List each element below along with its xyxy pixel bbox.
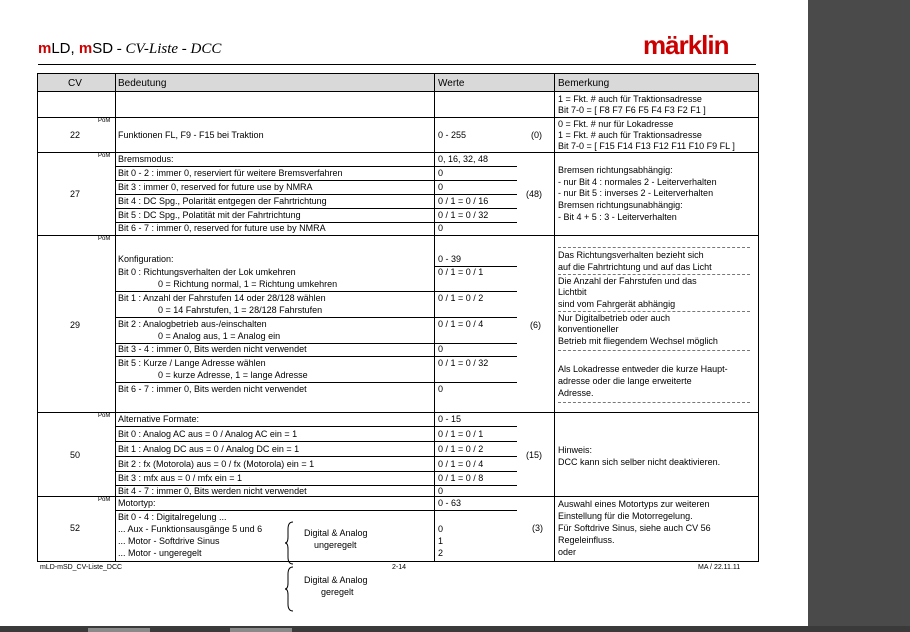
row-divider xyxy=(38,117,758,118)
brace-icon xyxy=(285,521,297,613)
bit-value: 0 xyxy=(438,168,444,178)
bit-description: ... Motor - Softdrive Sinus xyxy=(118,536,220,546)
cv-default: (48) xyxy=(526,189,543,199)
header-werte: Werte xyxy=(438,78,465,89)
remark-line: Für Softdrive Sinus, siehe auch CV 56 xyxy=(558,523,711,533)
viewer-background xyxy=(808,0,910,632)
bit-value: 0 / 1 = 0 / 4 xyxy=(438,319,484,329)
cv-number: 50 xyxy=(70,450,81,460)
remark-line: Hinweis: xyxy=(558,445,593,455)
bit-value: 0 / 1 = 0 / 32 xyxy=(438,358,489,368)
bit-description: Bit 0 : Analog AC aus = 0 / Analog AC ein = 1 xyxy=(118,429,298,439)
remark-line: oder xyxy=(558,547,577,557)
cv-default: (3) xyxy=(532,523,543,533)
bit-value: 0 - 63 xyxy=(438,498,462,508)
cv-default: (0) xyxy=(531,130,542,140)
bit-description: Bit 2 : fx (Motorola) aus = 0 / fx (Motorola) ein = 1 xyxy=(118,459,315,469)
footer-filename: mLD-mSD_CV-Liste_DCC xyxy=(40,564,123,571)
bit-description: Bit 6 - 7 : immer 0, reserved for future use by NMRA xyxy=(118,223,326,233)
bit-value: 0 / 1 = 0 / 4 xyxy=(438,459,484,469)
remark-line: Auswahl eines Motortyps zur weiteren xyxy=(558,499,710,509)
remark-line: Bit 7-0 = [ F15 F14 F13 F12 F11 F10 F9 FL ] xyxy=(558,141,735,151)
bit-description: ... Aux - Funktionsausgänge 5 und 6 xyxy=(118,524,263,534)
bit-description: 0 = kurze Adresse, 1 = lange Adresse xyxy=(158,370,308,380)
remark-line: Einstellung für die Motorregelung. xyxy=(558,511,693,521)
bit-description: Bit 3 - 4 : immer 0, Bits werden nicht verwendet xyxy=(118,344,307,354)
bit-description: 0 = Analog aus, 1 = Analog ein xyxy=(158,331,281,341)
pom-label: PoM xyxy=(98,153,111,159)
remark-line: Die Anzahl der Fahrstufen und das xyxy=(558,276,697,286)
pom-label: PoM xyxy=(98,413,111,419)
remark-line: Regeleinfluss. xyxy=(558,535,615,545)
remark-line: 0 = Fkt. # nur für Lokadresse xyxy=(558,119,674,129)
row-divider xyxy=(38,412,758,413)
header-bedeutung: Bedeutung xyxy=(118,78,167,89)
remark-line: Lichtbit xyxy=(558,287,587,297)
cv-number: 22 xyxy=(70,130,81,140)
bit-value: 1 xyxy=(438,536,444,546)
remark-line: Das Richtungsverhalten bezieht sich xyxy=(558,250,704,260)
remark-line: - nur Bit 5 : inverses 2 - Leiterverhalten xyxy=(558,188,714,198)
bit-value: 0 xyxy=(438,344,444,354)
bit-value: 0 / 1 = 0 / 1 xyxy=(438,429,484,439)
bit-value: 0 / 1 = 0 / 2 xyxy=(438,293,484,303)
bit-description: Bit 2 : Analogbetrieb aus-/einschalten xyxy=(118,319,267,329)
remark-line: DCC kann sich selber nicht deaktivieren. xyxy=(558,457,721,467)
cv-default: (6) xyxy=(530,320,541,330)
bit-description: Bit 4 - 7 : immer 0, Bits werden nicht verwendet xyxy=(118,486,307,496)
remark-line: sind vom Fahrgerät abhängig xyxy=(558,299,676,309)
bit-value: 0 - 39 xyxy=(438,254,462,264)
bit-description: Bit 3 : mfx aus = 0 / mfx ein = 1 xyxy=(118,473,243,483)
pom-label: PoM xyxy=(98,118,111,124)
pom-label: PoM xyxy=(98,497,111,503)
col-divider xyxy=(554,74,555,561)
bit-value: 0 xyxy=(438,182,444,192)
remark-line: auf die Fahrtrichtung und auf das Licht xyxy=(558,262,712,272)
remark-line: 1 = Fkt. # auch für Traktionsadresse xyxy=(558,130,702,140)
brace-label: Digital & Analog xyxy=(304,528,368,538)
bit-description: Bremsmodus: xyxy=(118,154,174,164)
cv-number: 52 xyxy=(70,523,81,533)
header-cv: CV xyxy=(68,78,82,89)
bit-description: Bit 5 : DC Spg., Polatität mit der Fahrtrichtung xyxy=(118,210,301,220)
bit-description: Bit 1 : Anzahl der Fahrstufen 14 oder 28/128 wählen xyxy=(118,293,326,303)
bit-value: 0 xyxy=(438,223,444,233)
bit-description: Bit 3 : immer 0, reserved for future use by NMRA xyxy=(118,182,313,192)
row-divider xyxy=(38,235,758,236)
remark-line: Bremsen richtungsabhängig: xyxy=(558,165,673,175)
pom-label: PoM xyxy=(98,236,111,242)
row-divider xyxy=(38,152,758,153)
bit-description: Bit 1 : Analog DC aus = 0 / Analog DC ein = 1 xyxy=(118,444,300,454)
bit-value: 0 xyxy=(438,384,444,394)
remark-line: Nur Digitalbetrieb oder auch xyxy=(558,313,671,323)
bit-value: 0 / 1 = 0 / 1 xyxy=(438,267,484,277)
bit-description: Bit 4 : DC Spg., Polarität entgegen der Fahrtrichtung xyxy=(118,196,327,206)
cv-description: Funktionen FL, F9 - F15 bei Traktion xyxy=(118,130,264,140)
bit-description: 0 = Richtung normal, 1 = Richtung umkehren xyxy=(158,279,338,289)
bit-description: Motortyp: xyxy=(118,498,156,508)
cv-value-range: 0 - 255 xyxy=(438,130,467,140)
bit-description: ... Motor - ungeregelt xyxy=(118,548,202,558)
header-rule xyxy=(38,64,756,65)
remark-line: - nur Bit 4 : normales 2 - Leiterverhalten xyxy=(558,177,717,187)
bit-value: 0 / 1 = 0 / 16 xyxy=(438,196,489,206)
bottom-tab[interactable] xyxy=(88,628,150,632)
remark-line: adresse oder die lange erweiterte xyxy=(558,376,692,386)
bit-description: Bit 6 - 7 : immer 0, Bits werden nicht verwendet xyxy=(118,384,307,394)
marklin-logo: märklin xyxy=(643,30,729,60)
brace-label: Digital & Analog xyxy=(304,575,368,585)
remark-line: 1 = Fkt. # auch für Traktionsadresse xyxy=(558,94,702,104)
bit-value: 0 xyxy=(438,486,444,496)
cv-number: 27 xyxy=(70,189,81,199)
bit-description: Alternative Formate: xyxy=(118,414,200,424)
brace-label: geregelt xyxy=(321,587,354,597)
bit-value: 2 xyxy=(438,548,444,558)
remark-line: Betrieb mit fliegendem Wechsel möglich xyxy=(558,336,718,346)
bit-description: Bit 0 - 4 : Digitalregelung ... xyxy=(118,512,227,522)
bit-description: Konfiguration: xyxy=(118,254,174,264)
document-title: mLD, mSD - CV-Liste - DCC xyxy=(38,40,222,57)
bit-value: 0 xyxy=(438,524,444,534)
bit-description: Bit 0 - 2 : immer 0, reserviert für weitere Bremsverfahren xyxy=(118,168,343,178)
bit-description: 0 = 14 Fahrstufen, 1 = 28/128 Fahrstufen xyxy=(158,305,323,315)
bit-value: 0, 16, 32, 48 xyxy=(438,154,489,164)
footer-page-number: 2-14 xyxy=(392,564,407,571)
remark-line: Bit 7-0 = [ F8 F7 F6 F5 F4 F3 F2 F1 ] xyxy=(558,105,706,115)
bit-value: 0 - 15 xyxy=(438,414,462,424)
bit-value: 0 / 1 = 0 / 2 xyxy=(438,444,484,454)
cv-default: (15) xyxy=(526,450,543,460)
cv-number: 29 xyxy=(70,320,81,330)
bit-value: 0 / 1 = 0 / 8 xyxy=(438,473,484,483)
cv-table xyxy=(37,73,759,562)
bit-value: 0 / 1 = 0 / 32 xyxy=(438,210,489,220)
remark-line: - Bit 4 + 5 : 3 - Leiterverhalten xyxy=(558,212,677,222)
bit-description: Bit 0 : Richtungsverhalten der Lok umkehren xyxy=(118,267,296,277)
footer-date: MA / 22.11.11 xyxy=(698,564,741,571)
remark-line: konventioneller xyxy=(558,324,619,334)
remark-line: Bremsen richtungsunabhängig: xyxy=(558,200,683,210)
bit-description: Bit 5 : Kurze / Lange Adresse wählen xyxy=(118,358,266,368)
bottom-tab[interactable] xyxy=(230,628,292,632)
remark-line: Als Lokadresse entweder die kurze Haupt- xyxy=(558,364,728,374)
header-bemerkung: Bemerkung xyxy=(558,78,610,89)
remark-line: Adresse. xyxy=(558,388,594,398)
brace-label: ungeregelt xyxy=(314,540,357,550)
